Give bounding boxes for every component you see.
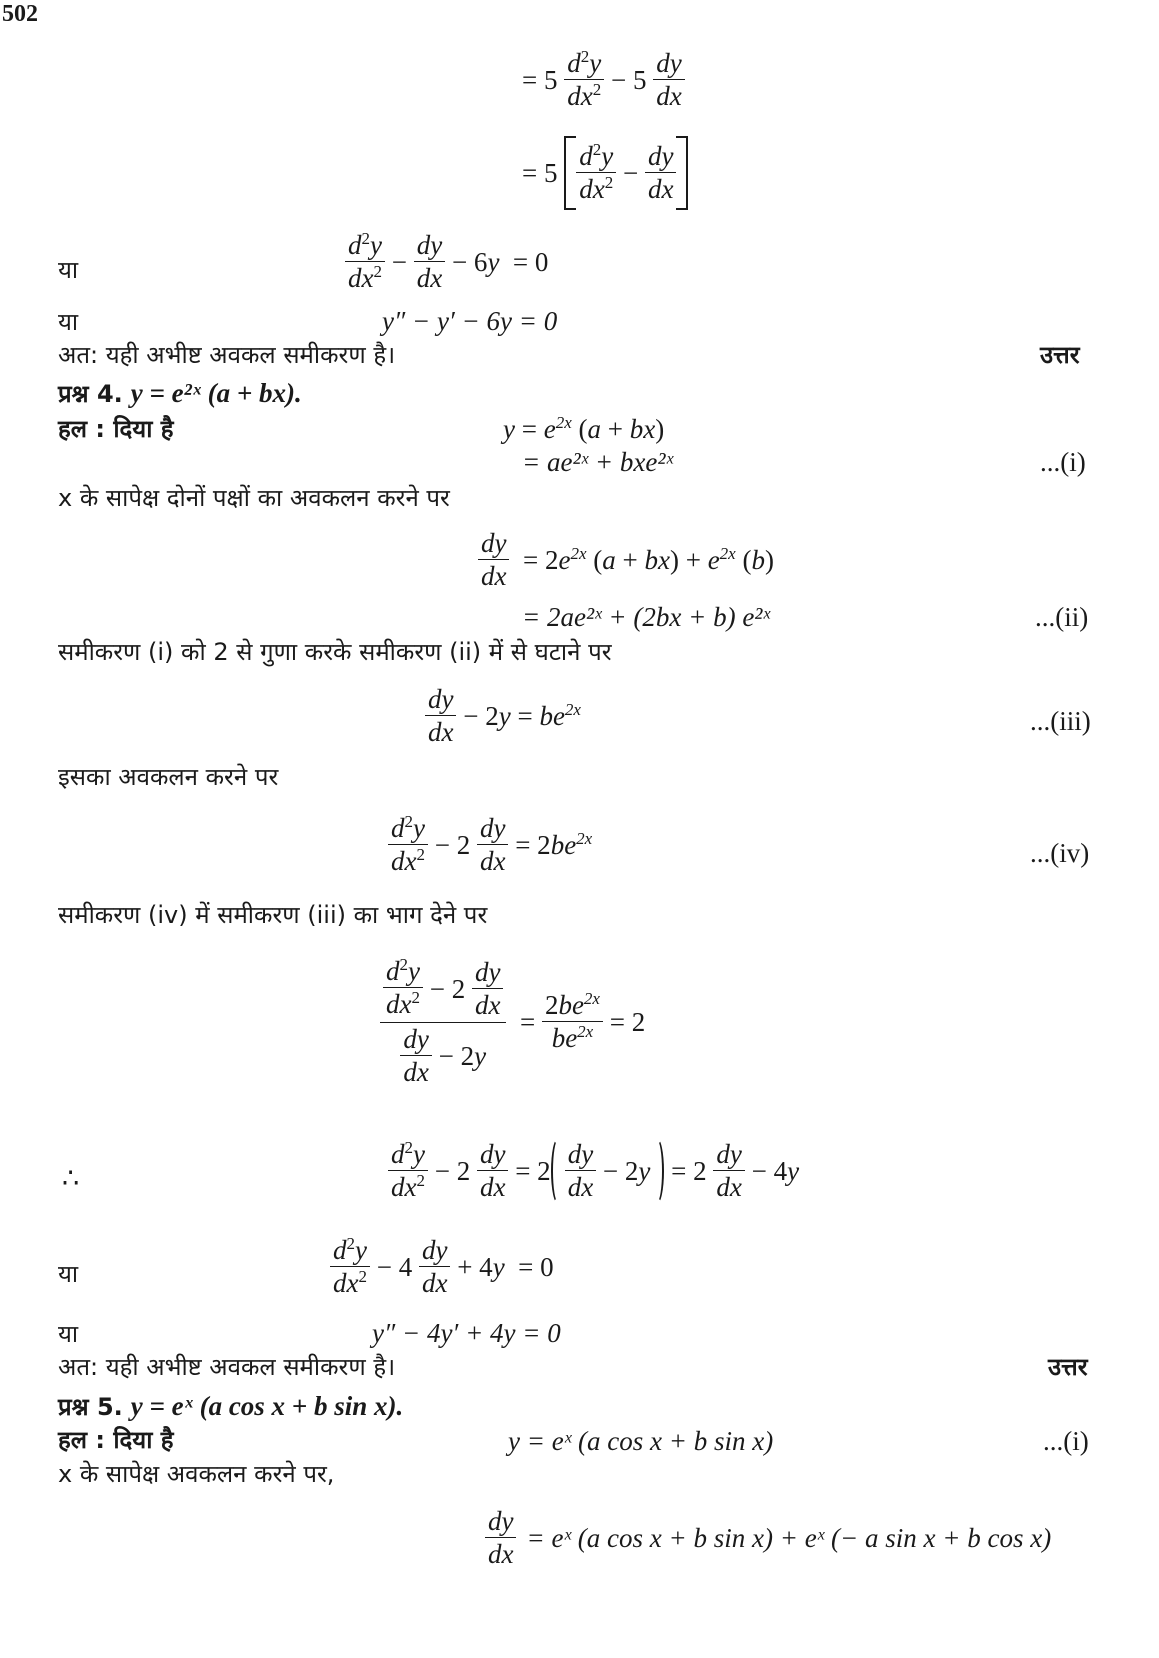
- tag-ii: ...(ii): [1035, 602, 1089, 632]
- equation-5-bracket: = 5 $\frac{d^2y}{dx^2}$ − $\frac{dy}{dx}$: [522, 136, 688, 210]
- label-ya-1: या: [58, 256, 79, 284]
- text-differentiate-wrt-x: x के सापेक्ष अवकलन करने पर,: [58, 1460, 335, 1488]
- tag-iii: ...(iii): [1030, 706, 1091, 736]
- conclusion-2: अत: यही अभीष्ट अवकल समीकरण है।: [58, 1353, 396, 1381]
- equation-q5-y: y = eˣ (a cos x + b sin x): [508, 1426, 774, 1456]
- text-divide: समीकरण (iv) में समीकरण (iii) का भाग देने पर: [58, 901, 488, 929]
- hal-label-1: हल : दिया है: [58, 415, 174, 443]
- question-5: [58, 1393, 403, 1420]
- question-5-expr: y = eˣ (a cos x + b sin x).: [130, 1391, 404, 1421]
- text-differentiate-this: इसका अवकलन करने पर: [58, 763, 279, 791]
- tag-iv: ...(iv): [1030, 838, 1090, 868]
- label-ya-2: या: [58, 308, 79, 336]
- label-ya-3: या: [58, 1260, 79, 1288]
- equation-5-derivatives: = 5 $\frac{d^2y}{dx^2}$ − 5 $\frac{dy}{dx}$: [522, 50, 685, 110]
- text-multiply-subtract: समीकरण (i) को 2 से गुणा करके समीकरण (ii) में से घटाने पर: [58, 638, 612, 666]
- label-ya-4: या: [58, 1320, 79, 1348]
- hal-label-2: हल : दिया है: [58, 1426, 174, 1454]
- equation-q5-dy-rhs: = eˣ (a cos x + b sin x) + eˣ (− a sin x + b cos x): [526, 1522, 1052, 1553]
- equation-de-1: $\frac{d^2y}{dx^2}$ − $\frac{dy}{dx}$ − 6y = 0: [345, 232, 548, 292]
- question-4-expr: y = e²ˣ (a + bx).: [130, 378, 302, 408]
- question-4-label: प्रश्न 4.: [58, 379, 123, 408]
- equation-q4-dy: $\frac{dy}{dx}$ = $2e^{2x}$ $(a + bx) + e^{2x}$ (b): [478, 530, 774, 590]
- equation-q4-y-expanded: = ae²ˣ + bxe²ˣ: [522, 447, 674, 477]
- tag-i-1: ...(i): [1040, 447, 1086, 477]
- equation-de-2: $\frac{d^2y}{dx^2}$ − 4 $\frac{dy}{dx}$ + 4y = 0: [330, 1237, 554, 1297]
- equation-q4-dy-expanded: = 2ae²ˣ + (2bx + b) e²ˣ: [522, 602, 771, 632]
- question-4: [58, 380, 302, 407]
- answer-label-2: उत्तर: [1048, 1353, 1088, 1381]
- answer-label-1: उत्तर: [1040, 341, 1080, 369]
- equation-yprime-1: y″ − y′ − 6y = 0: [382, 306, 558, 336]
- equation-therefore: $\frac{d^2y}{dx^2}$ − 2 $\frac{dy}{dx}$ = 2 $\frac{dy}{dx}$ − 2y = 2 $\frac{dy}{dx}$ − 4y: [388, 1138, 799, 1204]
- tag-i-2: ...(i): [1043, 1426, 1089, 1456]
- equation-division: $\frac{d^2y}{dx^2}$ − 2 $\frac{dy}{dx}$ $\frac{dy}{dx}$ − 2y = $\frac{2be^{2x}}{be^{2x}}$ = 2: [380, 958, 645, 1086]
- question-5-label: प्रश्न 5.: [58, 1392, 123, 1421]
- equation-q4-y: $y = e^{2x}$ (a + bx): [503, 413, 665, 444]
- page-number: 502: [2, 1, 38, 27]
- therefore-symbol: ∴: [62, 1163, 80, 1193]
- equation-iii: $\frac{dy}{dx}$ − $2y = be^{2x}$: [425, 686, 581, 746]
- equation-q5-dy: $\frac{dy}{dx}$ = eˣ (a cos x + b sin x) + eˣ (− a sin x + b cos x): [485, 1508, 1051, 1568]
- equation-iv: $\frac{d^2y}{dx^2}$ − 2 $\frac{dy}{dx}$ = $2be^{2x}$: [388, 815, 592, 875]
- conclusion-1: अत: यही अभीष्ट अवकल समीकरण है।: [58, 341, 396, 369]
- text-differentiate-both: x के सापेक्ष दोनों पक्षों का अवकलन करने पर: [58, 484, 450, 512]
- equation-yprime-2: y″ − 4y′ + 4y = 0: [372, 1318, 561, 1348]
